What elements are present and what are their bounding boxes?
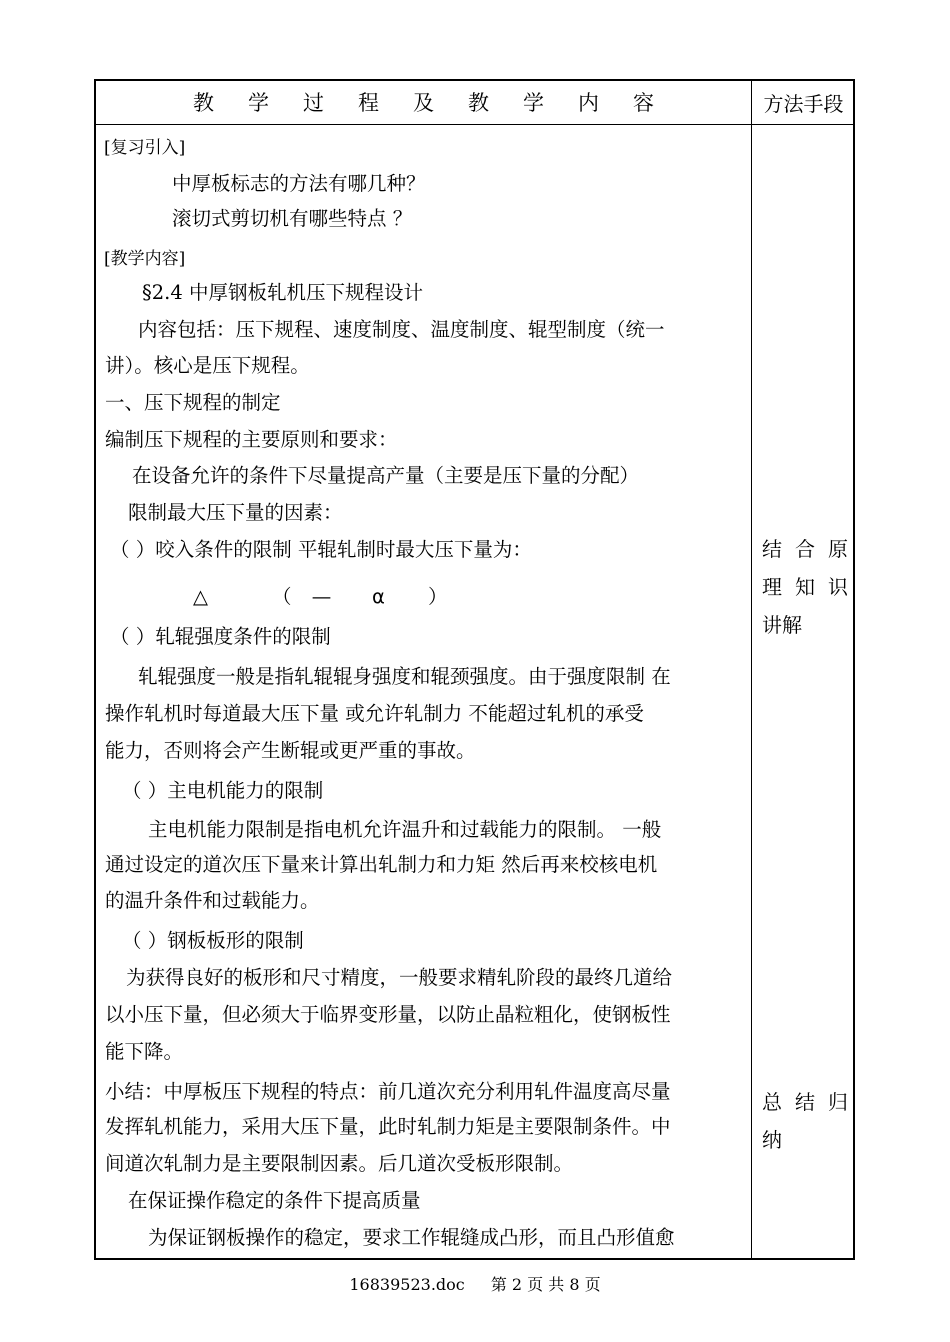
text-line: 在设备允许的条件下尽量提高产量（主要是压下量的分配） [132,464,640,487]
footer-filename: 16839523.doc [349,1275,465,1294]
method-char: 结 [762,537,782,561]
header-char: 内 [578,91,599,115]
text-line: （ ）钢板板形的限制 [122,929,304,952]
header-char: 容 [633,91,654,115]
summary-line: 小结：中厚板压下规程的特点：前几道次充分利用轧件温度高尽量 [105,1080,671,1103]
text-line: 以小压下量，但必须大于临界变形量，以防止晶粒粗化，使钢板性 [105,1003,671,1026]
text-line: （ ）轧辊强度条件的限制 [110,625,331,648]
method-note-row [762,568,848,606]
text-line: 内容包括：压下规程、速度制度、温度制度、辊型制度（统一 [138,318,665,341]
header-char: 学 [248,91,269,115]
text-line: 为保证钢板操作的稳定，要求工作辊缝成凸形，而且凸形值愈 [148,1226,675,1249]
text-line: 轧辊强度一般是指轧辊辊身强度和辊颈强度。由于强度限制 在 [138,665,671,688]
footer-page-number: 第 2 页 共 8 页 [490,1275,601,1294]
page-footer [0,1272,950,1295]
method-char: 结 [795,1090,815,1114]
method-note-principles [762,530,848,644]
text-line: 的温升条件和过载能力。 [105,889,320,912]
text-line: （ ）咬入条件的限制 平辊轧制时最大压下量为： [110,538,532,561]
formula-paren: （ — [272,585,332,608]
text-line: 操作轧机时每道最大压下量 或允许轧制力 不能超过轧机的承受 [105,702,644,725]
text-line: 编制压下规程的主要原则和要求： [105,428,398,451]
text-line: 限制最大压下量的因素： [128,501,343,524]
method-note-row: 纳 [762,1128,782,1152]
method-char: 原 [828,537,848,561]
section-tag-review: [复习引入] [104,138,186,158]
method-note-row [762,1083,848,1121]
header-char: 教 [468,91,489,115]
text-line: （ ）主电机能力的限制 [122,779,324,802]
formula-delta: △ [193,585,208,608]
header-char: 程 [358,91,379,115]
text-line: 在保证操作稳定的条件下提高质量 [128,1189,421,1212]
method-char: 识 [828,575,848,599]
method-note-row: 讲解 [762,613,802,637]
text-line: 间道次轧制力是主要限制因素。后几道次受板形限制。 [105,1152,574,1175]
method-note-row [762,530,848,568]
method-char: 知 [795,575,815,599]
header-char: 及 [413,91,434,115]
method-note-summary [762,1083,848,1159]
text-line: 滚切式剪切机有哪些特点 ？ [172,207,413,230]
method-char: 理 [762,575,782,599]
text-line: 为获得良好的板形和尺寸精度，一般要求精轧阶段的最终几道给 [126,966,673,989]
header-char: 学 [523,91,544,115]
section-heading: §2.4 中厚钢板轧机压下规程设计 [142,281,423,304]
formula-alpha: α [372,585,385,608]
text-line: 中厚板标志的方法有哪几种？ [172,172,426,195]
column-divider [751,79,752,1260]
method-char: 归 [828,1090,848,1114]
header-char: 教 [193,91,214,115]
method-char: 总 [762,1090,782,1114]
method-char: 合 [795,537,815,561]
header-char: 过 [303,91,324,115]
text-line: 讲）。核心是压下规程。 [105,354,310,377]
column-header-content [96,80,751,124]
header-divider [94,124,855,125]
formula-close: ） [428,585,448,608]
text-line: 发挥轧机能力，采用大压下量，此时轧制力矩是主要限制条件。中 [105,1115,671,1138]
text-line: 通过设定的道次压下量来计算出轧制力和力矩 然后再来校核电机 [105,853,658,876]
column-header-method: 方法手段 [763,91,844,116]
section-tag-content: [教学内容] [104,249,186,269]
text-line: 能下降。 [105,1040,184,1063]
text-line: 能力，否则将会产生断辊或更严重的事故。 [105,739,476,762]
text-line: 主电机能力限制是指电机允许温升和过载能力的限制。 一般 [148,818,662,841]
subsection-heading: 一、压下规程的制定 [105,391,281,414]
